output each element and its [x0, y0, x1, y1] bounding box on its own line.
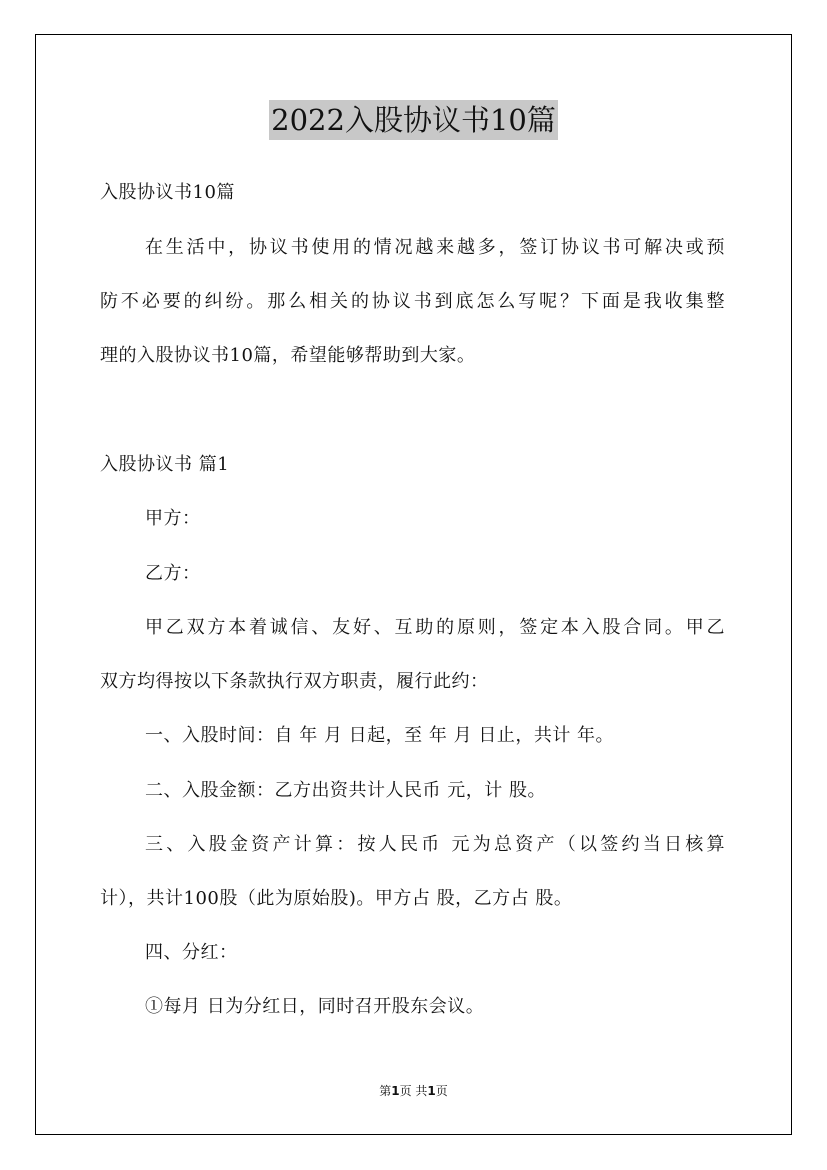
- principle-line-1: 甲乙双方本着诚信、友好、互助的原则，签定本入股合同。甲乙: [145, 617, 725, 638]
- page-footer: [0, 1083, 827, 1099]
- footer-page-current: 1: [391, 1084, 400, 1098]
- party-b-label: 乙方：: [145, 563, 201, 584]
- clause-3-line-2: 计），共计100股（此为原始股)。甲方占 股，乙方占 股。: [100, 888, 573, 909]
- footer-page-prefix: 第: [379, 1084, 392, 1098]
- clause-3-line-1: 三、入股金资产计算：按人民币 元为总资产（以签约当日核算: [145, 834, 725, 855]
- clause-2: 二、入股金额：乙方出资共计人民币 元，计 股。: [145, 780, 546, 801]
- footer-page-suffix: 页: [435, 1084, 448, 1098]
- clause-4-item-1: ①每月 日为分红日，同时召开股东会议。: [145, 996, 485, 1017]
- footer-page-total: 1: [427, 1084, 436, 1098]
- section-heading: 入股协议书 篇1: [100, 454, 230, 475]
- party-a-label: 甲方：: [145, 508, 201, 529]
- intro-line-2: 防不必要的纠纷。那么相关的协议书到底怎么写呢？下面是我收集整: [100, 291, 725, 312]
- title-container: [0, 100, 827, 140]
- principle-line-2: 双方均得按以下条款执行双方职责，履行此约：: [100, 671, 489, 692]
- clause-4-heading: 四、分红：: [145, 942, 238, 963]
- document-title: 2022入股协议书10篇: [269, 100, 558, 140]
- clause-1: 一、入股时间：自 年 月 日起，至 年 月 日止，共计 年。: [145, 725, 615, 746]
- footer-page-mid: 页 共: [399, 1084, 428, 1098]
- intro-line-1: 在生活中，协议书使用的情况越来越多，签订协议书可解决或预: [145, 237, 725, 258]
- intro-line-3: 理的入股协议书10篇，希望能够帮助到大家。: [100, 345, 476, 366]
- document-subtitle: 入股协议书10篇: [100, 182, 235, 203]
